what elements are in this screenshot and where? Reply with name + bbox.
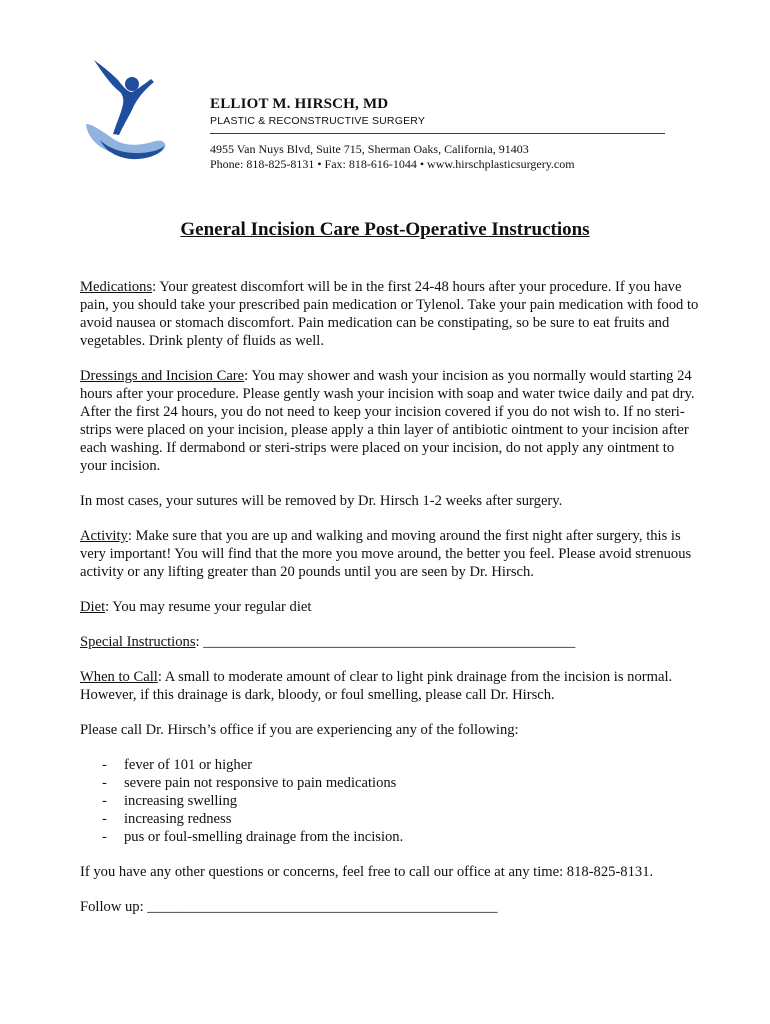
instructions-body [80,278,700,933]
practice-address: 4955 Van Nuys Blvd, Suite 715, Sherman Oaks, California, 91403 [210,142,529,156]
list-item: - pus or foul-smelling drainage from the incision. [102,829,404,845]
section-text: : Make sure that you are up and walking and moving around the first night after surgery, this is very important! You will find that the more you move around, the better you feel. Please avoid strenuous activity or any lifting greater than 20 pounds until you are seen by Dr. Hirsch. [80,528,692,580]
medications-paragraph [80,278,700,350]
when-to-call-paragraph [80,668,700,704]
section-text: : You may resume your regular diet [105,599,312,615]
section-label: Medications [80,279,153,295]
list-item: - fever of 101 or higher [102,757,253,773]
section-label: When to Call [80,669,158,685]
doctor-name: ELLIOT M. HIRSCH, MD [210,96,389,112]
activity-paragraph [80,527,700,581]
list-item: - increasing redness [102,811,232,827]
section-label: Activity [80,528,128,544]
section-label: Special Instructions [80,634,196,650]
practice-contact: Phone: 818-825-8131 • Fax: 818-616-1044 • www.hirschplasticsurgery.com [210,157,575,171]
follow-up-line: Follow up: ________________________________________________ [80,899,498,915]
special-instructions-paragraph [80,633,700,651]
section-text: : Your greatest discomfort will be in the first 24-48 hours after your procedure. If you have pain, you should take your prescribed pain medication or Tylenol. Take your pain medication with food to avoid nausea or stomach discomfort. Pain medication can be constipating, so be sure to eat fruits and vegetables. Drink plenty of fluids as well. [80,279,699,349]
list-item: - severe pain not responsive to pain medications [102,775,397,791]
list-item: - increasing swelling [102,793,238,809]
please-call-paragraph: Please call Dr. Hirsch’s office if you are experiencing any of the following: [80,722,519,738]
dash-bullet: - [102,757,107,773]
symptoms-list [80,756,700,846]
dressings-paragraph [80,367,700,475]
section-label: Dressings and Incision Care [80,368,245,384]
section-text: : You may shower and wash your incision as you normally would starting 24 hours after your procedure. Please gently wash your incision with soap and water twice daily and pat dry. After the first 24 hours, you do not need to keep your incision covered if you do not wish to. If no steri-strips were placed on your incision, please apply a thin layer of antibiotic ointment to your incision after each washing. If dermabond or steri-strips were placed on your incision, do not apply any ointment to your incision. [80,368,695,474]
special-instructions-blank: : ___________________________________________________ [195,634,576,650]
practice-name: PLASTIC & RECONSTRUCTIVE SURGERY [210,115,426,127]
questions-paragraph: If you have any other questions or concerns, feel free to call our office at any time: 818-825-8131. [80,864,654,880]
document-title: General Incision Care Post-Operative Instructions [180,219,590,240]
dash-bullet: - [102,811,107,827]
logo-graphic [82,58,174,166]
diet-paragraph [80,598,700,616]
dash-bullet: - [102,793,107,809]
sutures-paragraph: In most cases, your sutures will be removed by Dr. Hirsch 1-2 weeks after surgery. [80,493,563,509]
header-divider [210,133,665,134]
person-in-hand-logo [82,58,174,166]
letterhead [210,95,670,172]
dash-bullet: - [102,829,107,845]
dash-bullet: - [102,775,107,791]
section-text: : A small to moderate amount of clear to light pink drainage from the incision is normal. However, if this drainage is dark, bloody, or foul smelling, please call Dr. Hirsch. [80,669,673,703]
section-label: Diet [80,599,106,615]
